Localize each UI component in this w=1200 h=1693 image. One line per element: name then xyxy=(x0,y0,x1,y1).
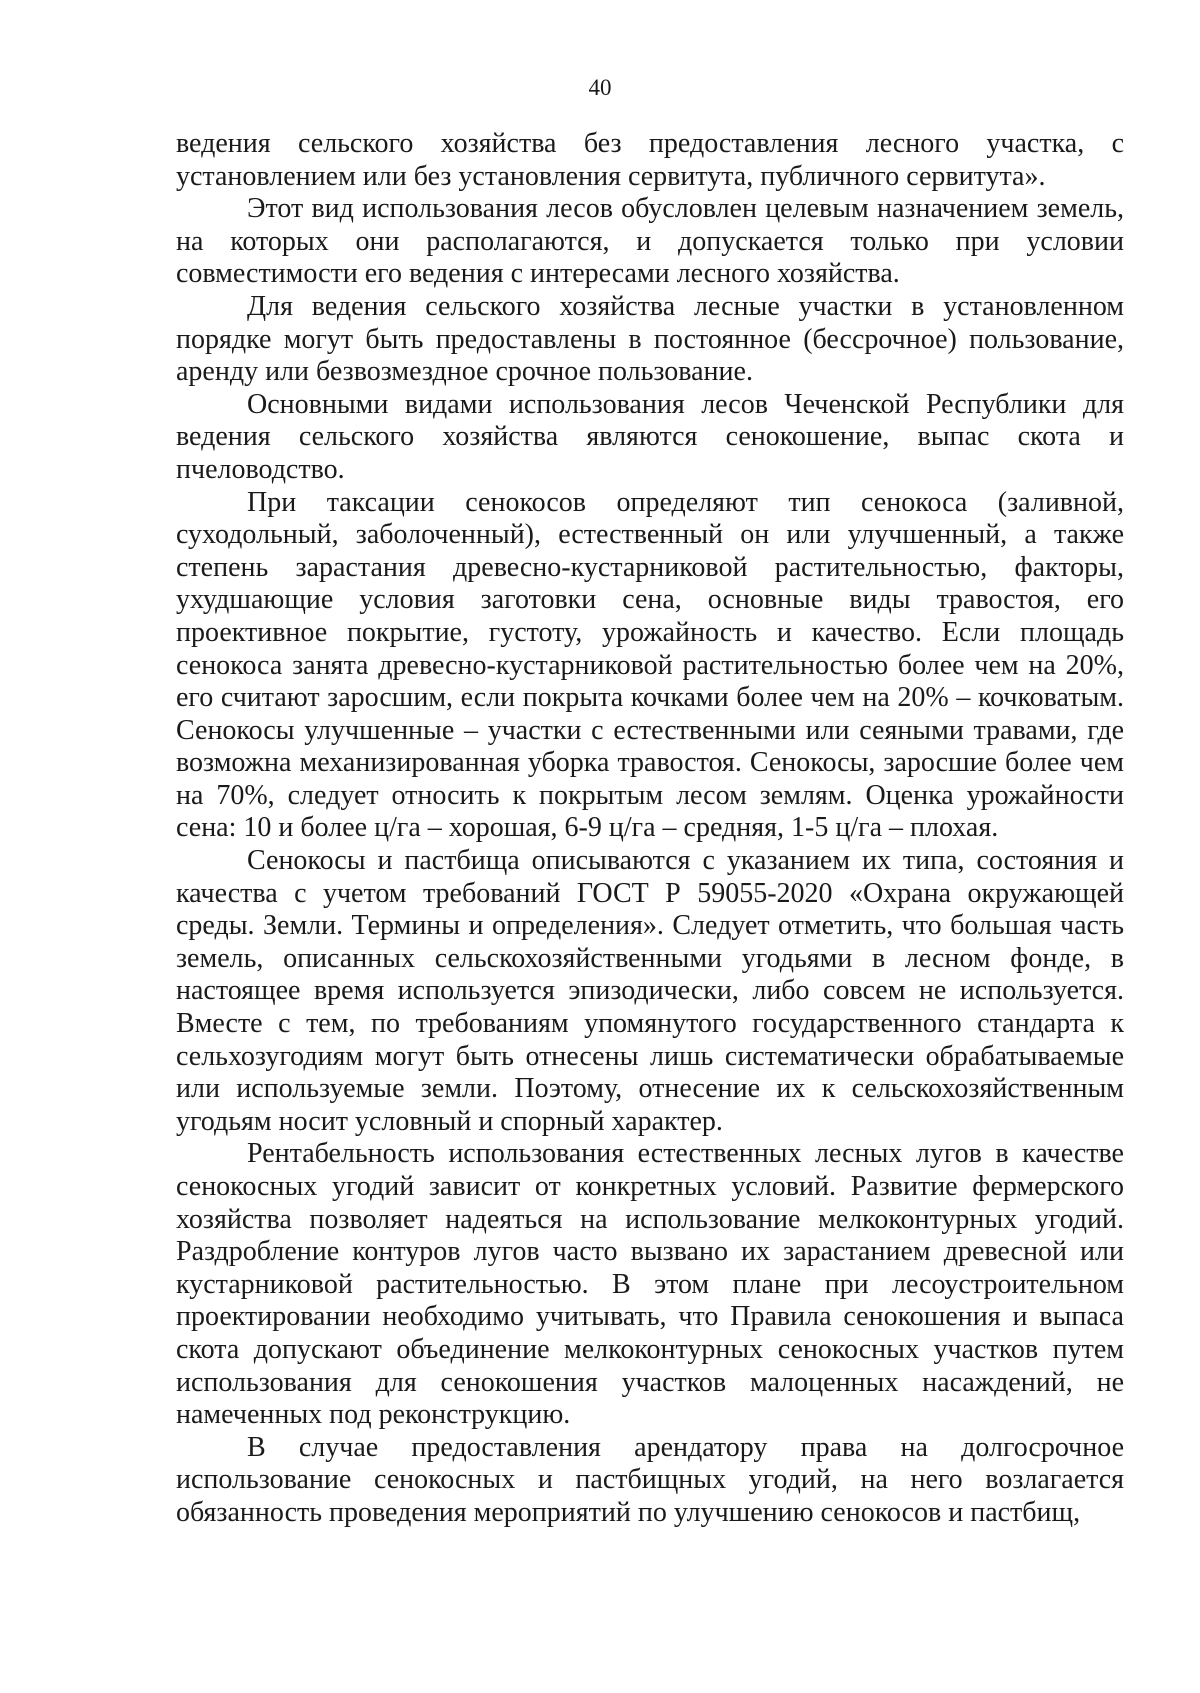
page-number: 40 xyxy=(588,75,612,100)
paragraph-hayfield-description: Сенокосы и пастбища описываются с указанием их типа, состояния и качества с учетом требований ГОСТ Р 59055-2020 «Охрана окружающей среды. Земли. Термины и определения». Следует отметить, что большая часть земель, описанных сельскохозяйственными угодьями в лесном фонде, в настоящее время используется эпизодически, либо совсем не используется. Вместе с тем, по требованиям упомянутого государственного стандарта к сельхозугодиям могут быть отнесены лишь систематически обрабатываемые или используемые земли. Поэтому, отнесение их к сельскохозяйственным угодьям носит условный и спорный характер. xyxy=(176,845,1124,1137)
document-body xyxy=(176,128,1124,1530)
paragraph-continuation: ведения сельского хозяйства без предоставления лесного участка, с установлением или без установления сервитута, публичного сервитута». xyxy=(176,128,1124,192)
paragraph-profitability: Рентабельность использования естественных лесных лугов в качестве сенокосных угодий зависит от конкретных условий. Развитие фермерского хозяйства позволяет надеяться на использование мелкоконтурных угодий. Раздробление контуров лугов часто вызвано их зарастанием древесной или кустарниковой растительностью. В этом плане при лесоустроительном проектировании необходимо учитывать, что Правила сенокошения и выпаса скота допускают объединение мелкоконтурных сенокосных участков путем использования для сенокошения участков малоценных насаждений, не намеченных под реконструкцию. xyxy=(176,1138,1124,1431)
paragraph-hayfield-taxation: При таксации сенокосов определяют тип сенокоса (заливной, суходольный, заболоченный), естественный он или улучшенный, а также степень зарастания древесно-кустарниковой растительностью, факторы, ухудшающие условия заготовки сена, основные виды травостоя, его проективное покрытие, густоту, урожайность и качество. Если площадь сенокоса занята древесно-кустарниковой растительностью более чем на 20%, его считают заросшим, если покрыта кочками более чем на 20% – кочковатым. Сенокосы улучшенные – участки с естественными или сеяными травами, где возможна механизированная уборка травостоя. Сенокосы, заросшие более чем на 70%, следует относить к покрытым лесом землям. Оценка урожайности сена: 10 и более ц/га – хорошая, 6-9 ц/га – средняя, 1-5 ц/га – плохая. xyxy=(176,486,1124,844)
paragraph-main-uses: Основными видами использования лесов Чеченской Республики для ведения сельского хозяйства являются сенокошение, выпас скота и пчеловодство. xyxy=(176,388,1124,485)
paragraph-forest-use-purpose: Этот вид использования лесов обусловлен целевым назначением земель, на которых они располагаются, и допускается только при условии совместимости его ведения с интересами лесного хозяйства. xyxy=(176,193,1124,290)
paragraph-lease-obligations: В случае предоставления арендатору права на долгосрочное использование сенокосных и пастбищных угодий, на него возлагается обязанность проведения мероприятий по улучшению сенокосов и пастбищ, xyxy=(176,1431,1124,1528)
paragraph-land-provision: Для ведения сельского хозяйства лесные участки в установленном порядке могут быть предоставлены в постоянное (бессрочное) пользование, аренду или безвозмездное срочное пользование. xyxy=(176,290,1124,388)
